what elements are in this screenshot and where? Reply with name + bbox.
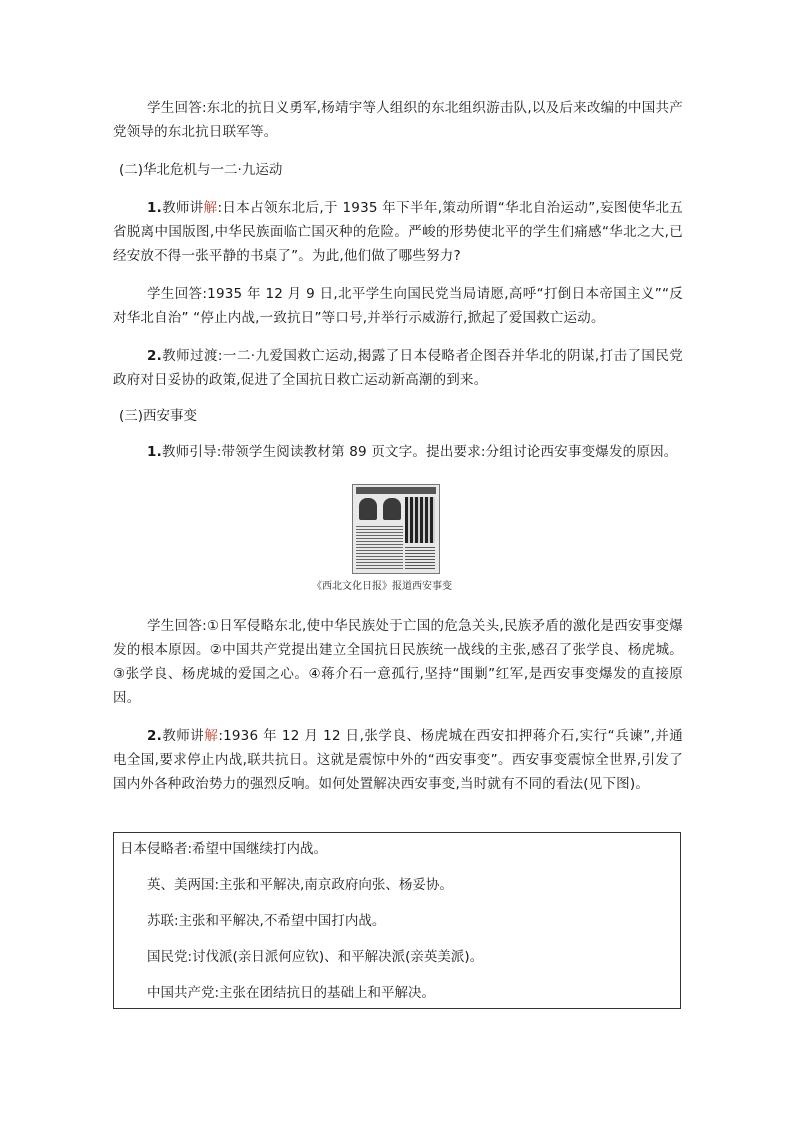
teacher-transition (113, 344, 683, 392)
student-answer-2: 学生回答:1935 年 12 月 9 日,北平学生向国民党当局请愿,高呼“打倒日本帝国主义”“反对华北自治” “停止内战,一致抗日”等口号,并举行示威游行,掀起了爱国救亡运动。 (113, 286, 683, 326)
lecture-text: :1936 年 12 月 12 日,张学良、杨虎城在西安扣押蒋介石,实行“兵谏”,并通电全国,要求停止内战,联共抗日。这就是震惊中外的“西安事变”。西安事变震惊全世界,引发了国内外各种政治势力的强烈反响。如何处置解决西安事变,当时就有不同的看法(见下图)。 (113, 728, 683, 792)
item-number: 2. (147, 348, 162, 364)
box-line-japan: 日本侵略者:希望中国继续打内战。 (120, 841, 328, 857)
label-prefix: 教师讲 (161, 200, 204, 216)
newspaper-photo (352, 484, 440, 574)
item-number: 1. (147, 444, 162, 460)
section-heading-3: (三)西安事变 (119, 408, 198, 424)
box-line-uk-us: 英、美两国:主张和平解决,南京政府向张、杨妥协。 (147, 877, 453, 893)
transition-text: 教师过渡:一二·九爱国救亡运动,揭露了日本侵略者企图吞并华北的阴谋,打击了国民党政府对日妥协的政策,促进了全国抗日救亡运动新高潮的到来。 (113, 348, 683, 388)
highlighted-char: 解 (203, 200, 218, 216)
student-answer-1: 学生回答:东北的抗日义勇军,杨靖宇等人组织的东北组织游击队,以及后来改编的中国共产党领导的东北抗日联军等。 (113, 100, 683, 140)
attitudes-box (113, 832, 681, 1009)
highlighted-char: 解 (204, 728, 219, 744)
item-number: 1. (147, 200, 162, 216)
lecture-text: :日本占领东北后,于 1935 年下半年,策动所谓“华北自治运动”,妄图使华北五省脱离中国版图,中华民族面临亡国灭种的危险。严峻的形势使北平的学生们痛感“华北之大,已经安放不得一张平静的书桌了”。为此,他们做了哪些努力? (113, 200, 683, 264)
guide-text: 教师引导:带领学生阅读教材第 89 页文字。提出要求:分组讨论西安事变爆发的原因。 (161, 444, 678, 460)
section-heading-2: (二)华北危机与一二·九运动 (119, 162, 283, 178)
item-number: 2. (147, 728, 162, 744)
box-line-ccp: 中国共产党:主张在团结抗日的基础上和平解决。 (147, 985, 436, 1001)
label-prefix: 教师讲 (161, 728, 205, 744)
student-answer-3: 学生回答:①日军侵略东北,使中华民族处于亡国的危急关头,民族矛盾的激化是西安事变爆发的根本原因。②中国共产党提出建立全国抗日民族统一战线的主张,感召了张学良、杨虎城。③张学良、杨虎城的爱国之心。④蒋介石一意孤行,坚持“围剿”红军,是西安事变爆发的直接原因。 (113, 618, 683, 706)
teacher-guide (113, 440, 683, 464)
box-line-ussr: 苏联:主张和平解决,不希望中国打内战。 (147, 913, 386, 929)
figure-caption: 《西北文化日报》报道西安事变 (312, 581, 452, 592)
newspaper-image (352, 484, 440, 574)
box-line-kmt: 国民党:讨伐派(亲日派何应钦)、和平解决派(亲英美派)。 (147, 949, 484, 965)
teacher-lecture-2 (113, 724, 683, 796)
teacher-lecture-1 (113, 196, 683, 268)
